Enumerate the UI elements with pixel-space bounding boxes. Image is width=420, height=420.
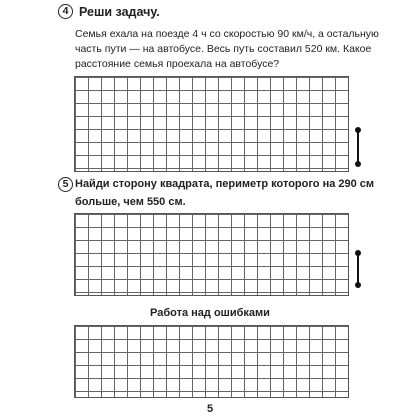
task-4-text-line-2: часть пути — на автобусе. Весь путь составил 520 км. Какое — [75, 43, 372, 55]
task-5-text-line-1: Найди сторону квадрата, периметр которого на 290 см — [75, 178, 375, 190]
errors-section-title: Работа над ошибками — [150, 307, 270, 319]
task-5-number: 5 — [58, 177, 73, 192]
task-5-margin-marker — [357, 253, 359, 285]
task-4-number: 4 — [58, 4, 73, 19]
errors-answer-grid[interactable] — [74, 325, 349, 398]
task-4-text-line-1: Семья ехала на поезде 4 ч со скоростью 90 км/ч, а остальную — [75, 28, 379, 40]
task-5-answer-grid[interactable] — [74, 213, 349, 296]
task-4-text-line-3: расстояние семья проехала на автобусе? — [75, 58, 280, 70]
task-4-answer-grid[interactable] — [74, 76, 349, 172]
page-number: 5 — [206, 403, 214, 415]
task-4-margin-marker — [357, 130, 359, 164]
task-5-text-line-2: больше, чем 550 см. — [75, 196, 186, 208]
task-4-title: Реши задачу. — [79, 5, 160, 19]
